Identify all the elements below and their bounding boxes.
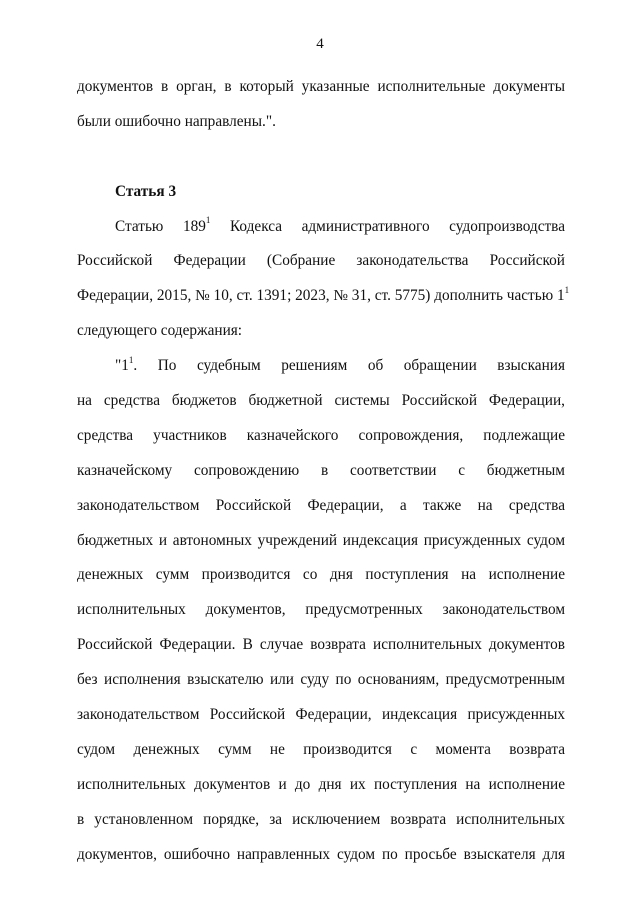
text-line (77, 733, 565, 768)
text-line (77, 524, 565, 559)
superscript: 1 (564, 285, 570, 296)
text-run: следующего содержания: (77, 322, 243, 340)
text-run: денежных сумм производится со дня поступления на исполнение (77, 566, 565, 584)
text-line (77, 419, 565, 454)
text-line (77, 593, 565, 628)
text-run: исполнительных документов, предусмотренных законодательством (77, 601, 565, 619)
text-run: "1 (115, 357, 129, 375)
text-run: законодательством Российской Федерации, а также на средства (77, 496, 565, 514)
text-run: Статья 3 (115, 182, 177, 200)
text-run: судом денежных сумм не производится с момента возврата (77, 740, 565, 758)
text-line (77, 384, 565, 419)
text-run: документов, ошибочно направленных судом по просьбе взыскателя для (77, 845, 565, 863)
text-line (77, 489, 565, 524)
text-line (77, 314, 565, 349)
text-run: документов в орган, в который указанные исполнительные документы (77, 78, 565, 95)
text-run: законодательством Российской Федерации, индексация присужденных (77, 706, 565, 724)
text-line (77, 244, 565, 279)
text-run: в установленном порядке, за исключением возврата исполнительных (77, 810, 565, 828)
text-line (77, 698, 565, 733)
text-run: Кодекса административного судопроизводства (210, 217, 565, 235)
text-run: без исполнения взыскателю или суду по основаниям, предусмотренным (77, 671, 565, 689)
text-run: были ошибочно направлены.". (77, 112, 276, 130)
text-line (77, 349, 565, 384)
text-line (77, 628, 565, 663)
text-run: исполнительных документов и до дня их поступления на исполнение (77, 775, 565, 793)
text-line (77, 454, 565, 489)
text-line (77, 279, 570, 314)
text-line (77, 558, 565, 593)
text-line (77, 70, 565, 105)
paragraph-gap (77, 140, 565, 175)
text-run: Статью 189 (115, 217, 206, 235)
article-heading (77, 175, 565, 210)
text-run: средства участников казначейского сопровождения, подлежащие (77, 426, 565, 444)
text-run: на средства бюджетов бюджетной системы Российской Федерации, (77, 392, 565, 410)
document-body (77, 70, 570, 872)
text-run: казначейскому сопровождению в соответствии с бюджетным (77, 461, 565, 479)
text-run: Российской Федерации. В случае возврата исполнительных документов (77, 636, 565, 654)
text-line (77, 663, 565, 698)
text-run: бюджетных и автономных учреждений индексация присужденных судом (77, 531, 565, 549)
text-line (77, 803, 565, 838)
text-line (77, 210, 565, 245)
text-line (77, 105, 565, 140)
text-line (77, 838, 565, 873)
superscript: 1 (205, 215, 211, 226)
text-run: Российской Федерации (Собрание законодательства Российской (77, 252, 565, 270)
text-run: . По судебным решениям об обращении взыскания (133, 357, 565, 375)
superscript: 1 (128, 355, 134, 366)
text-run: Федерации, 2015, № 10, ст. 1391; 2023, № 31, ст. 5775) дополнить частью 1 (77, 287, 565, 305)
page-number: 4 (316, 36, 324, 52)
text-line (77, 768, 565, 803)
